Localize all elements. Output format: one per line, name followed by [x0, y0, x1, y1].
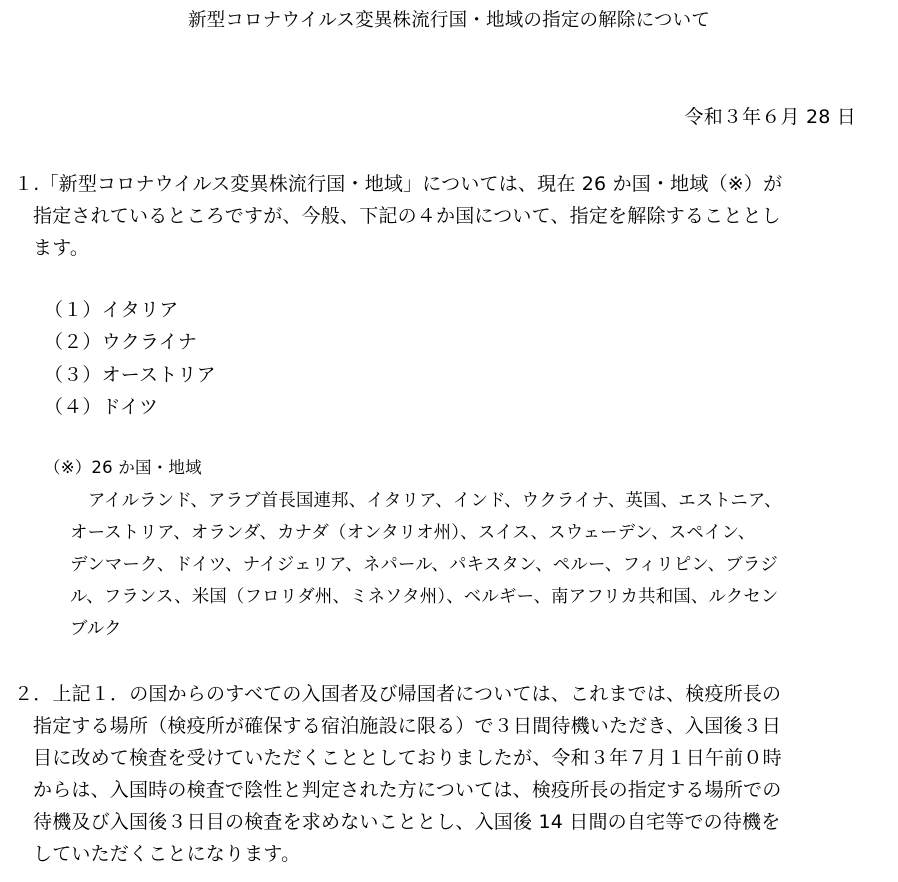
- document-title: 新型コロナウイルス変異株流行国・地域の指定の解除について: [187, 10, 711, 31]
- list-item: （３）オーストリア: [44, 364, 216, 386]
- list-item: （１）イタリア: [44, 299, 179, 321]
- document-date: 令和３年６月 28 日: [684, 106, 856, 128]
- section-2-line: していただくことになります。: [33, 843, 301, 865]
- note-line: デンマーク、ドイツ、ナイジェリア、ネパール、パキスタン、ペルー、フィリピン、ブラジ: [70, 555, 778, 575]
- section-2-line: ２．上記１．の国からのすべての入国者及び帰国者については、これまでは、検疫所長の: [14, 683, 782, 705]
- section-1-line: １.「新型コロナウイルス変異株流行国・地域」については、現在 26 か国・地域（※）が: [14, 173, 783, 195]
- note-line: ル、フランス、米国（フロリダ州、ミネソタ州）、ベルギー、南アフリカ共和国、ルクセン: [70, 587, 779, 607]
- section-2-line: 指定する場所（検疫所が確保する宿泊施設に限る）で３日間待機いただき、入国後３日: [33, 715, 782, 737]
- list-item: （４）ドイツ: [44, 396, 159, 418]
- list-item: （２）ウクライナ: [44, 331, 198, 353]
- note-line: オーストリア、オランダ、カナダ（オンタリオ州）、スイス、スウェーデン、スペイン、: [70, 523, 756, 543]
- note-heading: （※）26 か国・地域: [44, 458, 202, 477]
- note-line: アイルランド、アラブ首長国連邦、イタリア、インド、ウクライナ、英国、エストニア、: [88, 491, 782, 511]
- section-1-line: ます。: [33, 237, 90, 259]
- section-2-line: からは、入国時の検査で陰性と判定された方については、検疫所長の指定する場所での: [33, 779, 782, 801]
- note-line: ブルク: [70, 619, 122, 639]
- section-1-line: 指定されているところですが、今般、下記の４か国について、指定を解除することとし: [33, 205, 781, 227]
- section-2-line: 待機及び入国後３日目の検査を求めないこととし、入国後 14 日間の自宅等での待機を: [33, 811, 781, 833]
- section-2-line: 目に改めて検査を受けていただくこととしておりましたが、令和３年７月１日午前０時: [33, 747, 782, 769]
